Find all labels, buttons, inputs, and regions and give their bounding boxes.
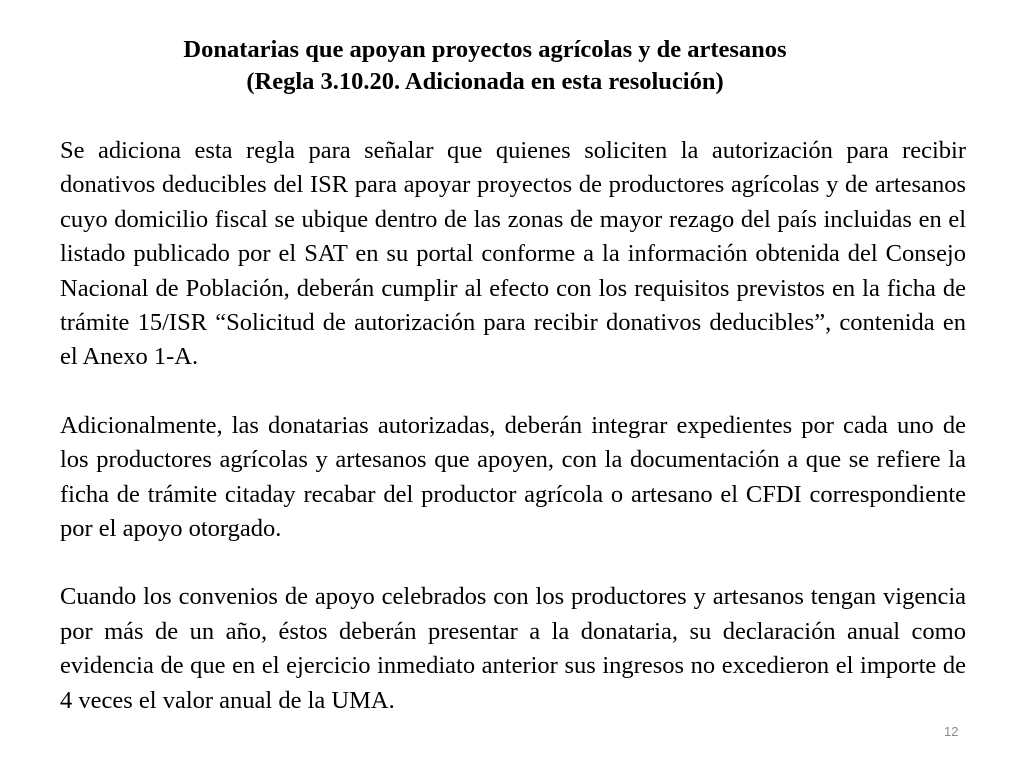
- paragraph-2: Adicionalmente, las donatarias autorizadas, deberán integrar expedientes por cada uno de los productores agrícolas y artesanos que apoyen, con la documentación a que se refiere la ficha de trámite citaday recabar del productor agrícola o artesano el CFDI correspondiente por el apoyo otorgado.: [60, 411, 966, 543]
- paragraph-3: Cuando los convenios de apoyo celebrados con los productores y artesanos tengan vigencia por más de un año, éstos deberán presentar a la donataria, su declaración anual como evidencia de que en el ejercicio inmediato anterior sus ingresos no excedieron el importe de 4 veces el valor anual de la UMA.: [60, 583, 966, 714]
- page-number: 12: [944, 724, 959, 739]
- title-line-1: Donatarias que apoyan proyectos agrícolas y de artesanos: [183, 36, 787, 63]
- body-text: [60, 134, 966, 718]
- paragraph-1: Se adiciona esta regla para señalar que quienes soliciten la autorización para recibir donativos deducibles del ISR para apoyar proyectos de productores agrícolas y de artesanos cuyo domicilio fiscal se ubique dentro de las zonas de mayor rezago del país incluidas en el listado publicado por el SAT en su portal conforme a la información obtenida del Consejo Nacional de Población, deberán cumplir al efecto con los requisitos previstos en la ficha de trámite 15/ISR “Solicitud de autorización para recibir donativos deducibles”, contenida en el Anexo 1-A.: [60, 137, 966, 371]
- slide-title: [60, 34, 910, 98]
- title-line-2: (Regla 3.10.20. Adicionada en esta resolución): [246, 68, 724, 95]
